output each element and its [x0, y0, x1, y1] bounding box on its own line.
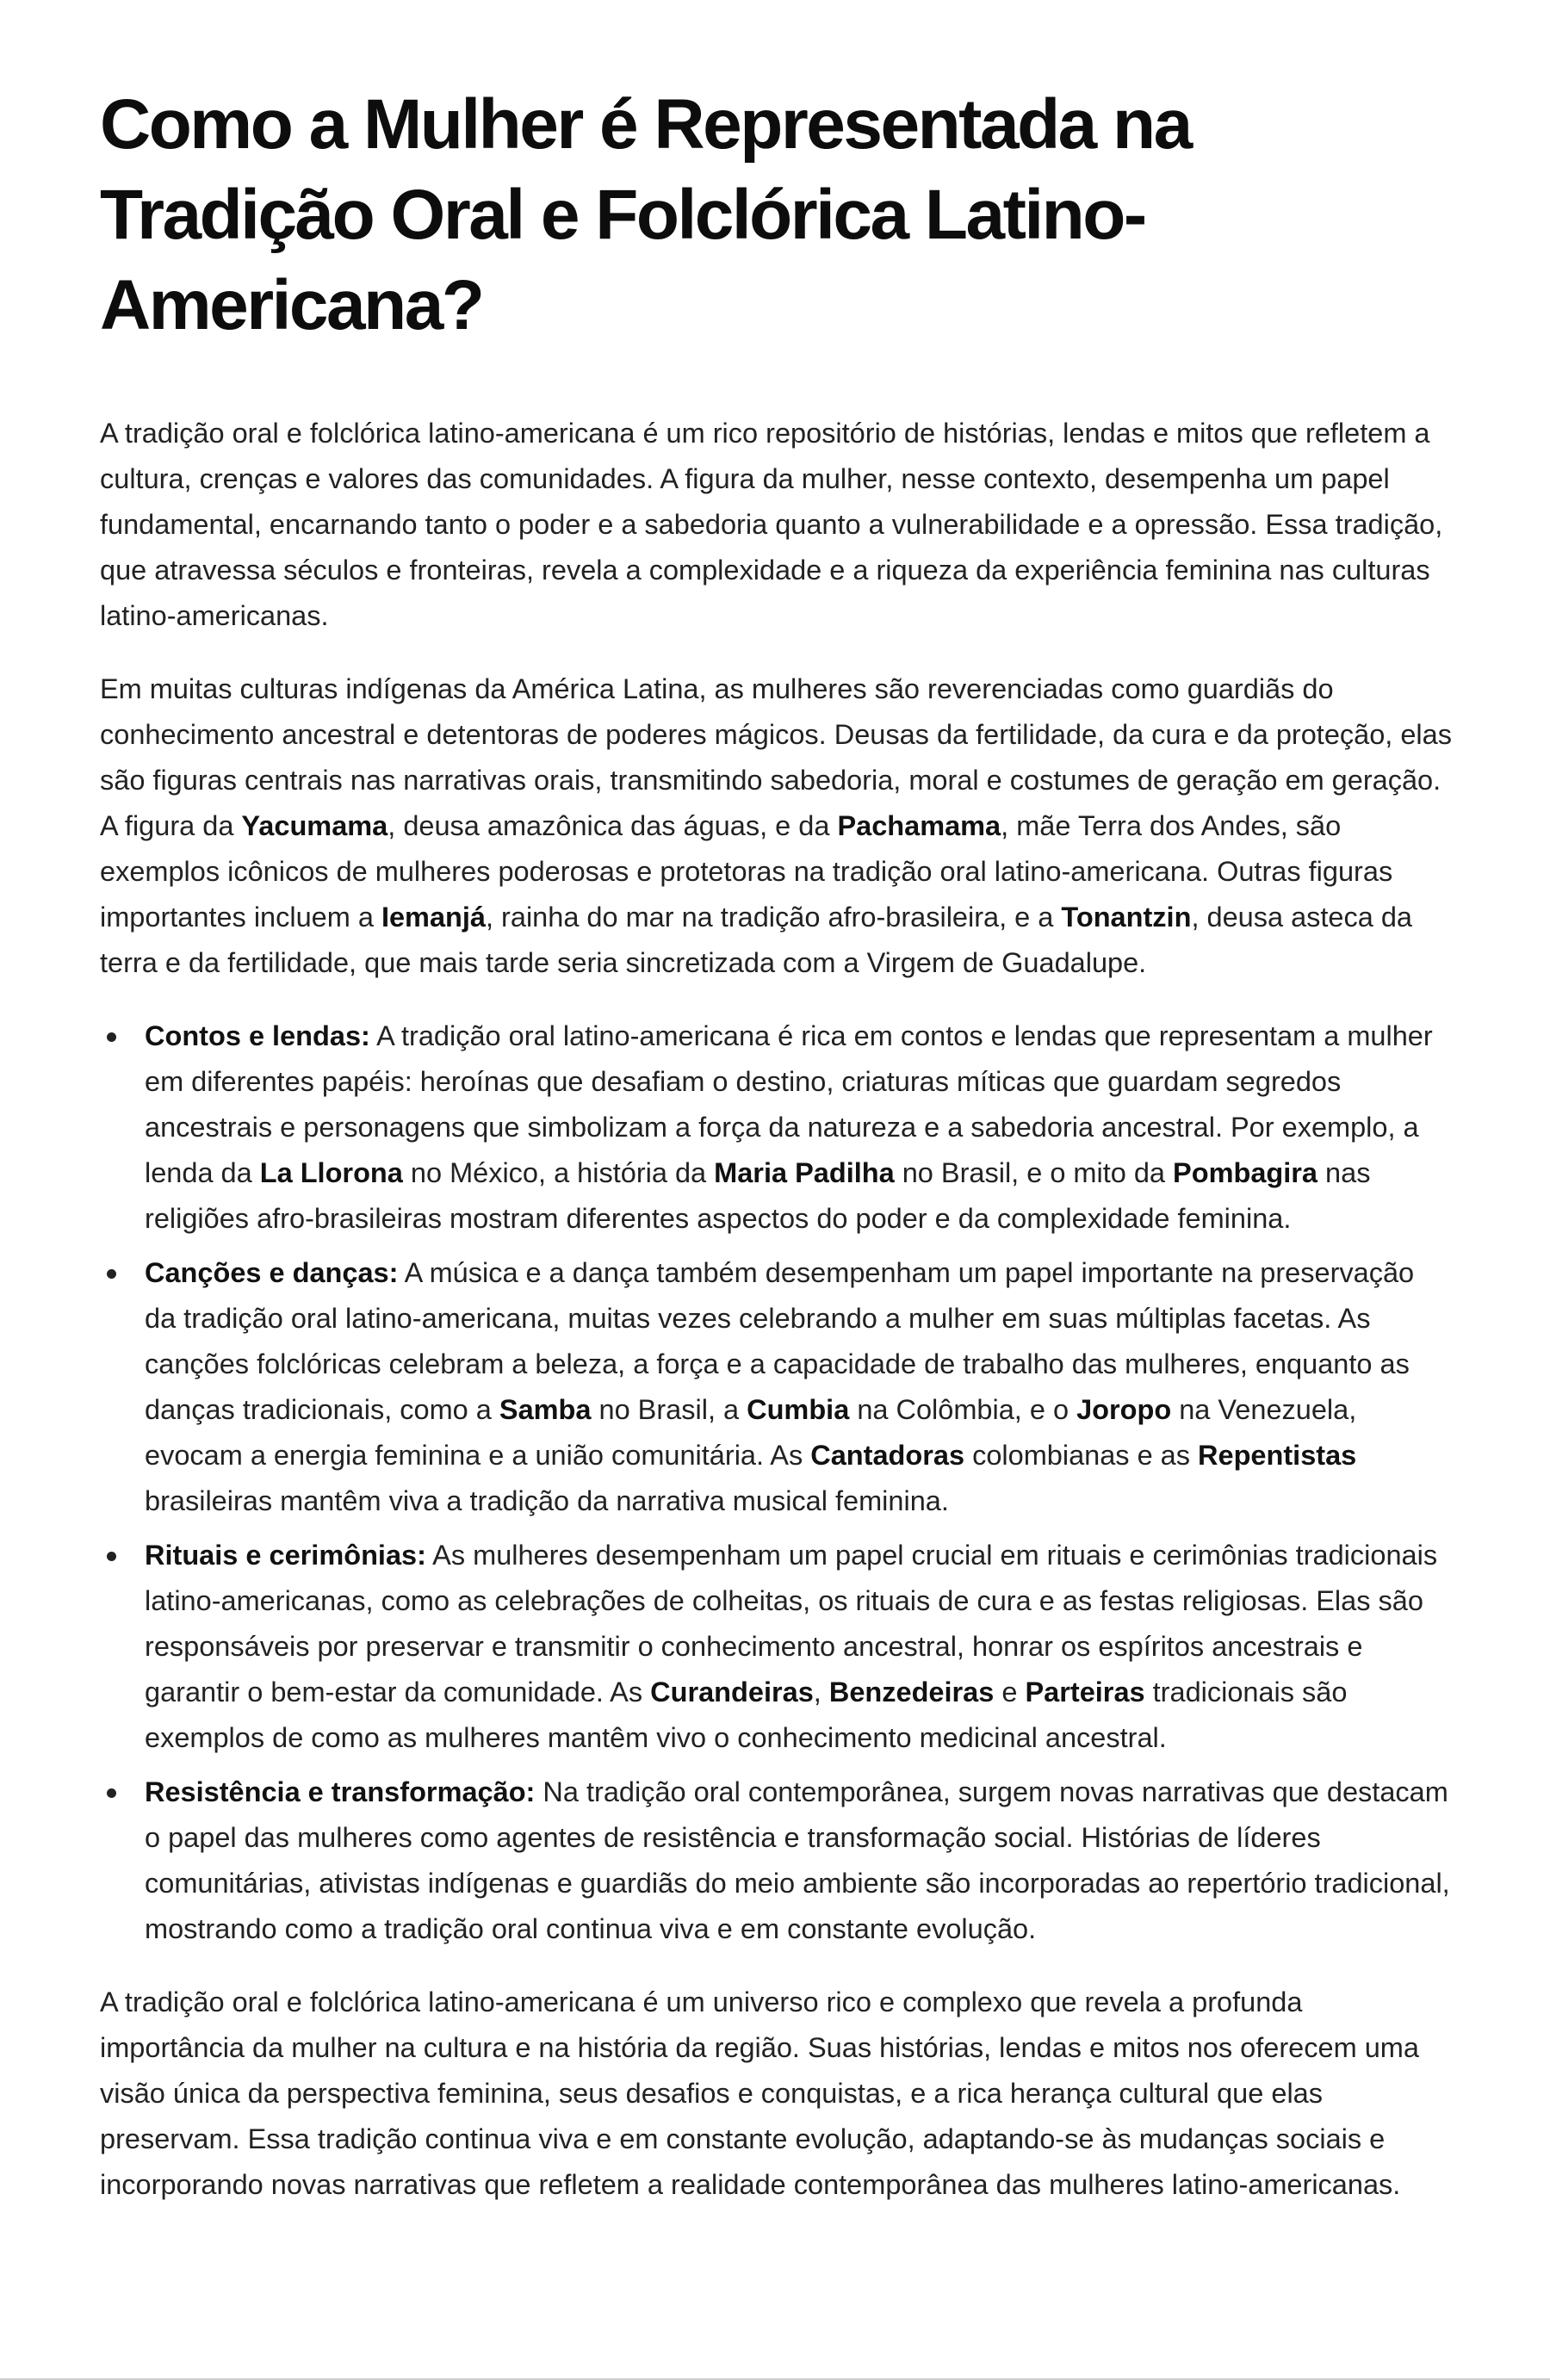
text-segment: , deusa asteca da terra e da fertilidade, que mais tarde seria sincretizada com a Virgem de Guadalupe. [100, 902, 1413, 978]
bold-term-pombagira: Pombagira [1173, 1157, 1318, 1188]
topics-list [100, 1013, 1452, 1952]
text-segment: nas religiões afro-brasileiras mostram diferentes aspectos do poder e da complexidade feminina. [145, 1157, 1371, 1234]
bullet-icon [107, 1269, 116, 1279]
bold-term-pachamama: Pachamama [837, 810, 1001, 841]
text-segment: Em muitas culturas indígenas da América Latina, as mulheres são reverenciadas como guardiãs do conhecimento ancestral e detentoras de poderes mágicos. Deusas da fertilidade, da cura e da proteção, elas são figuras centrais nas narrativas orais, transmitindo sabedoria, moral e costumes de geração em geração. A figura da [100, 673, 1452, 841]
text-segment: brasileiras mantêm viva a tradição da narrativa musical feminina. [145, 1485, 949, 1516]
conclusion-paragraph: A tradição oral e folclórica latino-americana é um universo rico e complexo que revela a profunda importância da mulher na cultura e na história da região. Suas histórias, lendas e mitos nos oferecem uma visão única da perspectiva feminina, seus desafios e conquistas, e a rica herança cultural que elas preservam. Essa tradição continua viva e em constante evolução, adaptando-se às mudanças sociais e incorporando novas narrativas que refletem a realidade contemporânea das mulheres latino-americanas. [100, 1986, 1419, 2200]
bold-term-parteiras: Parteiras [1025, 1677, 1145, 1708]
bold-term-curandeiras: Curandeiras [650, 1677, 814, 1708]
bold-term-cumbia: Cumbia [747, 1394, 850, 1425]
intro-paragraph: A tradição oral e folclórica latino-americana é um rico repositório de histórias, lendas e mitos que refletem a cultura, crenças e valores das comunidades. A figura da mulher, nesse contexto, desempenha um papel fundamental, encarnando tanto o poder e a sabedoria quanto a vulnerabilidade e a opressão. Essa tradição, que atravessa séculos e fronteiras, revela a complexidade e a riqueza da experiência feminina nas culturas latino-americanas. [100, 418, 1443, 631]
list-item-heading: Rituais e cerimônias: [145, 1540, 426, 1571]
text-segment: , deusa amazônica das águas, e da [388, 810, 838, 841]
bold-term-yacumama: Yacumama [241, 810, 388, 841]
list-item-contos-e-lendas [100, 1013, 1452, 1242]
bold-term-maria-padilha: Maria Padilha [714, 1157, 895, 1188]
page-title: Como a Mulher é Representada na Tradição Oral e Folclórica Latino-Americana? [100, 85, 1191, 344]
bold-term-benzedeiras: Benzedeiras [828, 1677, 995, 1708]
text-segment: As mulheres desempenham um papel crucial em rituais e cerimônias tradicionais latino-americanas, como as celebrações de colheitas, os rituais de cura e as festas religiosas. Elas são responsáveis por preservar e transmitir o conhecimento ancestral, honrar os espíritos ancestrais e garantir o bem-estar da comunidade. As [145, 1540, 1438, 1708]
indigenous-figures-paragraph [100, 666, 1452, 986]
bold-term-samba: Samba [499, 1394, 592, 1425]
text-segment: A música e a dança também desempenham um papel importante na preservação da tradição oral latino-americana, muitas vezes celebrando a mulher em suas múltiplas facetas. As canções folclóricas celebram a beleza, a força e a capacidade de trabalho das mulheres, enquanto as danças tradicionais, como a [145, 1257, 1415, 1425]
text-segment: Na tradição oral contemporânea, surgem novas narrativas que destacam o papel das mulheres como agentes de resistência e transformação social. Histórias de líderes comunitárias, ativistas indígenas e guardiãs do meio ambiente são incorporadas ao repertório tradicional, mostrando como a tradição oral continua viva e em constante evolução. [145, 1776, 1450, 1944]
list-item-heading: Resistência e transformação: [145, 1776, 536, 1807]
text-segment: e [994, 1677, 1026, 1708]
text-segment: na Venezuela, evocam a energia feminina e a união comunitária. As [145, 1394, 1357, 1471]
bold-term-tonantzin: Tonantzin [1061, 902, 1192, 933]
text-segment: tradicionais são exemplos de como as mulheres mantêm vivo o conhecimento medicinal ancestral. [145, 1677, 1348, 1753]
bullet-icon [107, 1788, 116, 1798]
text-segment: , mãe Terra dos Andes, são exemplos icônicos de mulheres poderosas e protetoras na tradição oral latino-americana. Outras figuras importantes incluem a [100, 810, 1393, 933]
list-item-cancoes-e-dancas [100, 1250, 1452, 1524]
bullet-icon [107, 1552, 116, 1561]
bold-term-la-llorona: La Llorona [259, 1157, 403, 1188]
text-segment: no México, a história da [402, 1157, 715, 1188]
text-segment: , [813, 1677, 829, 1708]
text-segment: no Brasil, e o mito da [894, 1157, 1174, 1188]
list-item-heading: Contos e lendas: [145, 1020, 370, 1051]
bold-term-iemanja: Iemanjá [381, 902, 486, 933]
bullet-icon [107, 1032, 116, 1042]
bold-term-repentistas: Repentistas [1198, 1440, 1357, 1471]
bold-term-cantadoras: Cantadoras [810, 1440, 965, 1471]
text-segment: , rainha do mar na tradição afro-brasileira, e a [486, 902, 1062, 933]
list-item-heading: Canções e danças: [145, 1257, 399, 1288]
list-item-rituais-e-cerimonias [100, 1533, 1452, 1761]
list-item-resistencia-e-transformacao [100, 1770, 1452, 1952]
text-segment: no Brasil, a [591, 1394, 747, 1425]
text-segment: colombianas e as [964, 1440, 1199, 1471]
text-segment: na Colômbia, e o [849, 1394, 1077, 1425]
article [100, 79, 1452, 2235]
bold-term-joropo: Joropo [1076, 1394, 1172, 1425]
text-segment: A tradição oral latino-americana é rica em contos e lendas que representam a mulher em diferentes papéis: heroínas que desafiam o destino, criaturas míticas que guardam segredos ancestrais e personagens que simbolizam a força da natureza e a sabedoria ancestral. Por exemplo, a lenda da [145, 1020, 1433, 1188]
